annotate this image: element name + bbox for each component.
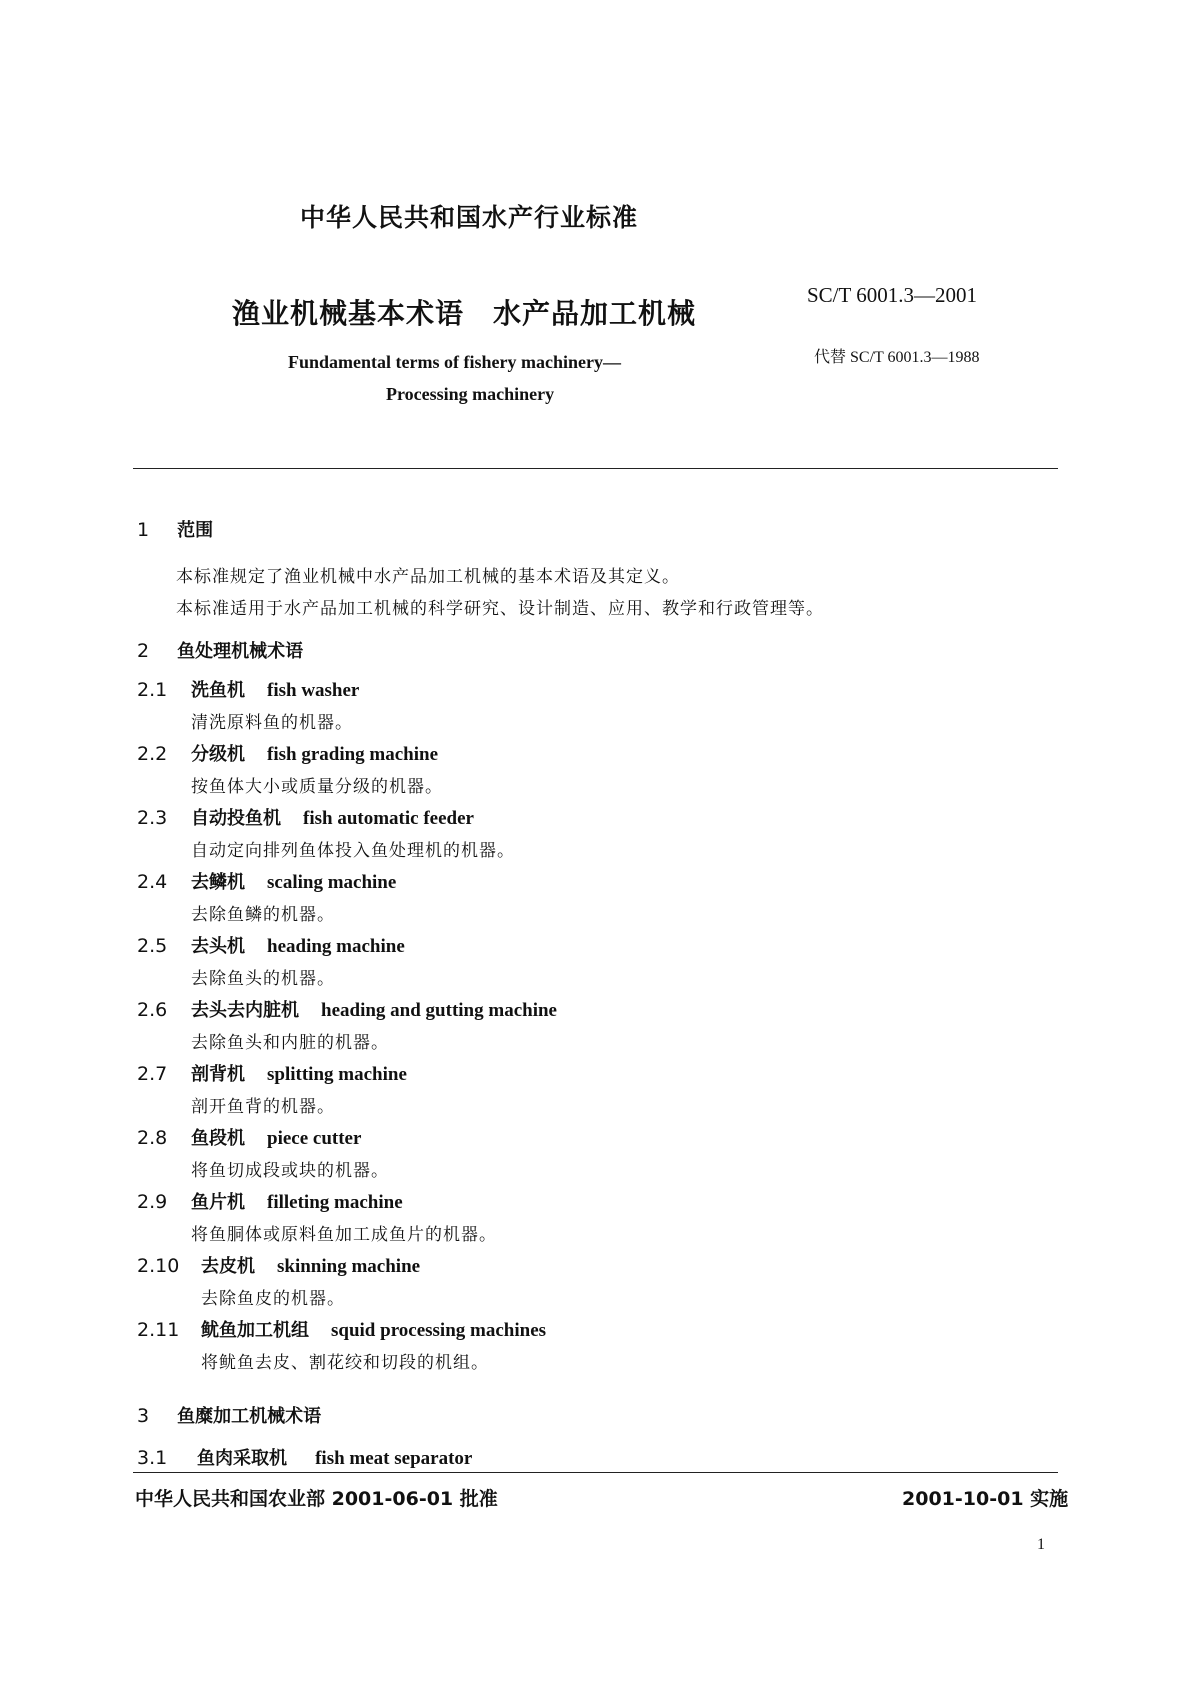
term-row	[137, 1252, 420, 1278]
term-row	[137, 1060, 407, 1086]
section-number: 2	[137, 640, 150, 662]
term-number: 2.8	[137, 1127, 168, 1149]
document-title-en-line2: Processing machinery	[386, 384, 555, 404]
term-cn: 自动投鱼机	[191, 808, 281, 829]
term-definition: 将鱼切成段或块的机器。	[191, 1161, 389, 1181]
term-cn: 剖背机	[191, 1064, 245, 1085]
term-row	[137, 1188, 403, 1214]
section-title: 鱼处理机械术语	[177, 641, 304, 662]
term-number: 2.9	[137, 1191, 168, 1213]
term-en: splitting machine	[267, 1064, 407, 1085]
document-title-en-line1: Fundamental terms of fishery machinery—	[288, 352, 621, 372]
term-number: 2.2	[137, 743, 168, 765]
term-en: fish automatic feeder	[303, 808, 474, 829]
term-row	[137, 740, 438, 766]
section-title: 范围	[177, 520, 214, 541]
term-en: squid processing machines	[331, 1320, 547, 1341]
term-en: heading machine	[267, 936, 405, 957]
term-row	[137, 1124, 361, 1150]
term-definition: 将鱿鱼去皮、割花绞和切段的机组。	[201, 1353, 489, 1373]
term-cn: 鱼片机	[191, 1192, 245, 1213]
term-definition: 去除鱼鳞的机器。	[191, 905, 335, 925]
term-definition: 去除鱼皮的机器。	[201, 1289, 345, 1309]
footer-divider	[133, 1472, 1058, 1473]
term-en: fish grading machine	[267, 744, 439, 765]
term-number: 2.1	[137, 679, 168, 701]
standard-code: SC/T 6001.3—2001	[807, 283, 977, 307]
term-cn: 去头机	[191, 936, 245, 957]
term-en: filleting machine	[267, 1192, 403, 1213]
term-number: 2.5	[137, 935, 168, 957]
term-row	[137, 676, 359, 702]
effective-date: 2001-10-01 实施	[902, 1488, 1069, 1510]
approval-line: 中华人民共和国农业部 2001-06-01 批准	[135, 1488, 498, 1510]
replaces-standard: 代替 SC/T 6001.3—1988	[814, 349, 980, 366]
page-number: 1	[1037, 1536, 1045, 1553]
term-number: 2.4	[137, 871, 168, 893]
term-cn: 洗鱼机	[191, 680, 245, 701]
ministry-standard-heading: 中华人民共和国水产行业标准	[300, 203, 639, 232]
term-number: 2.10	[137, 1255, 180, 1277]
term-row	[137, 996, 557, 1022]
term-definition: 将鱼胴体或原料鱼加工成鱼片的机器。	[191, 1225, 497, 1245]
term-en: skinning machine	[277, 1256, 421, 1277]
term-definition: 自动定向排列鱼体投入鱼处理机的机器。	[191, 841, 515, 861]
term-row	[137, 804, 474, 830]
term-row	[137, 932, 405, 958]
term-cn: 鱼段机	[191, 1128, 245, 1149]
scope-paragraph-2: 本标准适用于水产品加工机械的科学研究、设计制造、应用、教学和行政管理等。	[176, 599, 824, 619]
term-en: heading and gutting machine	[321, 1000, 557, 1021]
section-number: 3	[137, 1405, 150, 1427]
term-en: piece cutter	[267, 1128, 362, 1149]
document-title-cn: 渔业机械基本术语 水产品加工机械	[232, 297, 697, 330]
term-number: 3.1	[137, 1447, 168, 1469]
term-definition: 清洗原料鱼的机器。	[191, 713, 353, 733]
term-definition: 去除鱼头的机器。	[191, 969, 335, 989]
section-1-heading	[137, 516, 213, 542]
section-title: 鱼糜加工机械术语	[177, 1406, 322, 1427]
term-3-1	[137, 1444, 472, 1470]
header-divider	[133, 468, 1058, 469]
section-3-heading	[137, 1402, 321, 1428]
term-number: 2.7	[137, 1063, 168, 1085]
term-en: fish washer	[267, 680, 360, 701]
term-cn: 去头去内脏机	[191, 1000, 299, 1021]
term-row	[137, 868, 396, 894]
term-definition: 去除鱼头和内脏的机器。	[191, 1033, 389, 1053]
scope-paragraph-1: 本标准规定了渔业机械中水产品加工机械的基本术语及其定义。	[176, 567, 680, 587]
term-cn: 去皮机	[201, 1256, 255, 1277]
term-cn: 鱼肉采取机	[197, 1448, 288, 1469]
term-en: fish meat separator	[315, 1448, 473, 1469]
term-number: 2.6	[137, 999, 168, 1021]
term-number: 2.11	[137, 1319, 180, 1341]
term-definition: 按鱼体大小或质量分级的机器。	[191, 777, 443, 797]
section-number: 1	[137, 519, 150, 541]
term-cn: 分级机	[191, 744, 245, 765]
term-en: scaling machine	[267, 872, 397, 893]
term-definition: 剖开鱼背的机器。	[191, 1097, 335, 1117]
term-cn: 鱿鱼加工机组	[201, 1320, 309, 1341]
section-2-heading	[137, 637, 303, 663]
term-cn: 去鳞机	[191, 872, 245, 893]
term-number: 2.3	[137, 807, 168, 829]
term-row	[137, 1316, 546, 1342]
